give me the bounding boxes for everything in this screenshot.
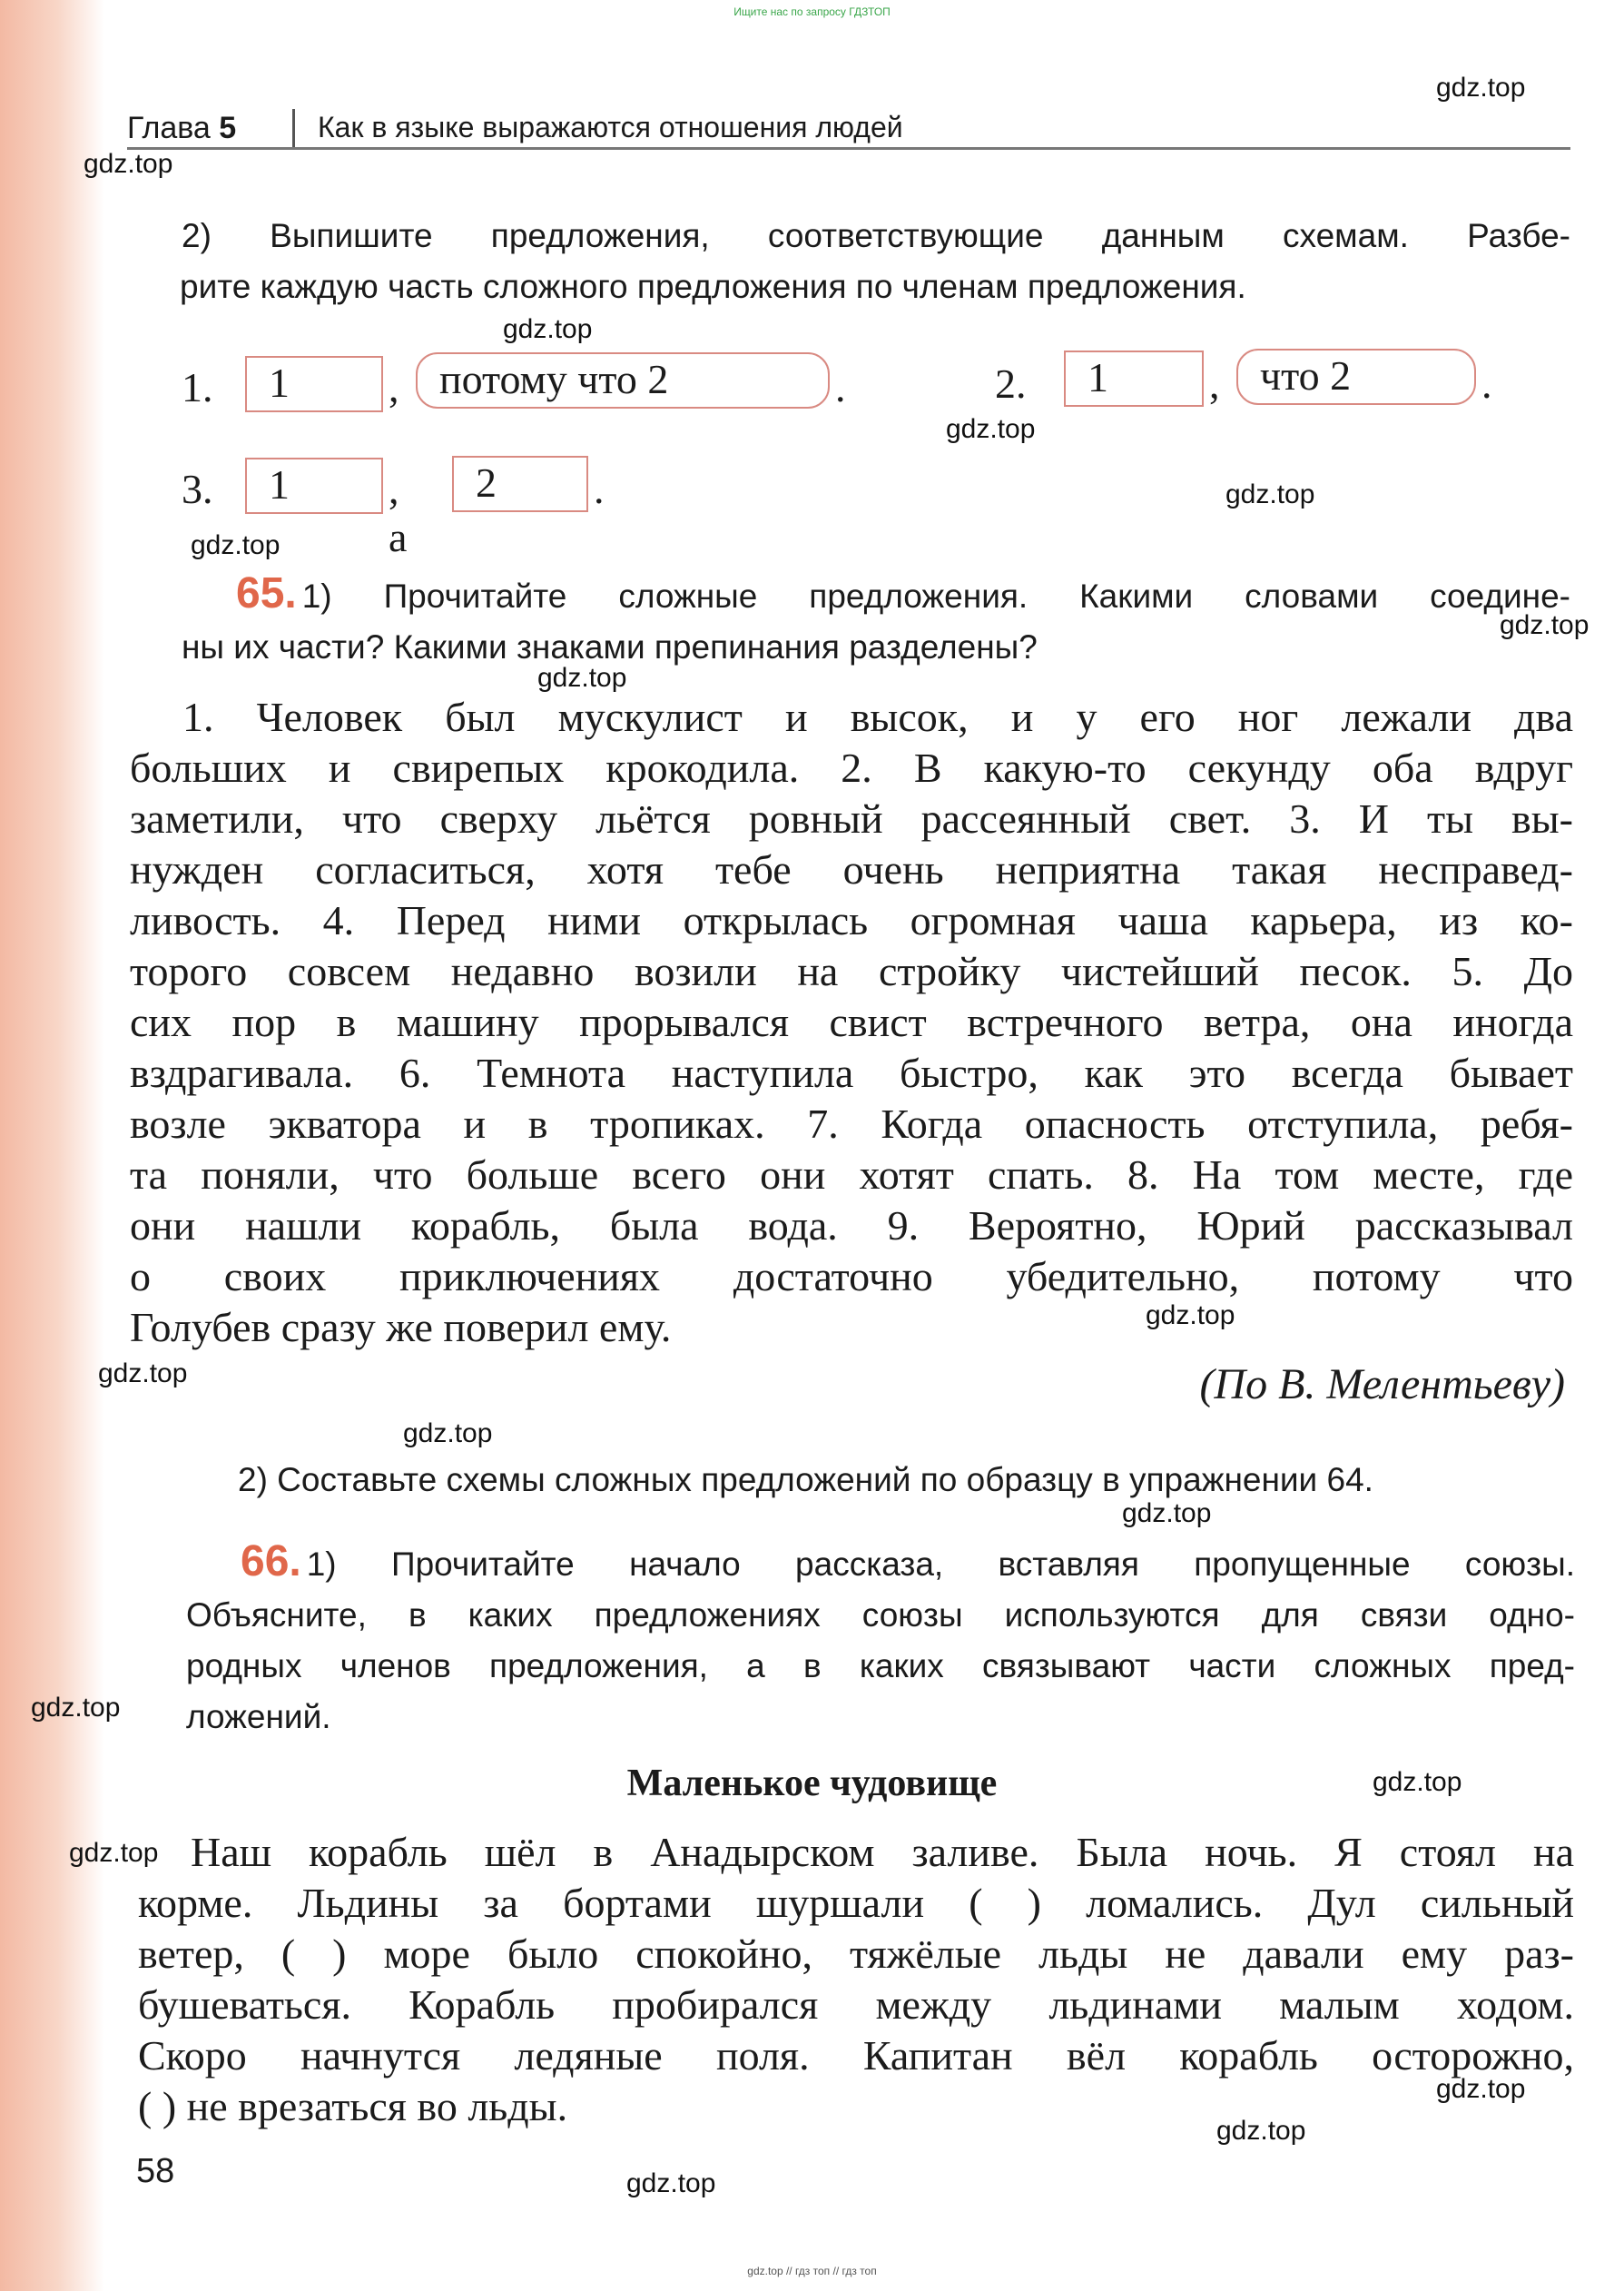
scheme-period: . (835, 364, 846, 410)
header-rule (127, 147, 1570, 150)
scheme-box-clause-2: что 2 (1236, 349, 1476, 405)
chapter-word: Глава (127, 111, 211, 145)
watermark: gdz.top (191, 530, 281, 560)
watermark: gdz.top (98, 1358, 188, 1388)
scheme-comma: , (1209, 360, 1220, 407)
scheme-conjunction: , а (389, 466, 408, 560)
page-header (127, 107, 1570, 151)
story-line: корме. Льдины за бортами шуршали ( ) ломались. Дул сильный (138, 1880, 1574, 1926)
scheme-box-clause-2: 2 (452, 456, 588, 512)
watermark: gdz.top (1122, 1498, 1212, 1528)
text-line: они нашли корабль, была вода. 9. Вероятно, Юрий рассказывал (130, 1202, 1573, 1249)
text-line: торого совсем недавно возили на стройку чистейший песок. 5. До (130, 948, 1573, 994)
scheme-comma: , (389, 364, 399, 410)
watermark: gdz.top (1225, 479, 1315, 509)
scheme-period: . (594, 466, 605, 512)
text-line: больших и свирепых крокодила. 2. В какую-то секунду оба вдруг (130, 745, 1573, 791)
watermark: gdz.top (69, 1838, 159, 1868)
watermark: gdz.top (626, 2168, 716, 2198)
watermark: gdz.top (1373, 1767, 1462, 1797)
scheme-box-clause-1: 1 (1064, 351, 1204, 407)
exercise-66-story (138, 1827, 1574, 2132)
scheme-number: 3. (182, 466, 213, 512)
watermark: gdz.top (1436, 73, 1526, 103)
task-line: ны их части? Какими знаками препинания разделены? (182, 628, 1038, 666)
task-text: 1) Прочитайте начало рассказа, вставляя пропущенные союзы. (306, 1545, 1575, 1583)
chapter-title: Как в языке выражаются отношения людей (318, 111, 903, 143)
task-64-part-2 (182, 211, 1570, 312)
scheme-period: . (1481, 360, 1492, 407)
chapter-number: 5 (219, 111, 237, 145)
exercise-66-task (186, 1536, 1575, 1743)
exercise-number: 66. (241, 1537, 301, 1585)
story-line: Скоро начнутся ледяные поля. Капитан вёл корабль осторожно, (138, 2032, 1574, 2079)
watermark: gdz.top (84, 149, 173, 179)
text-line: возле экватора и в тропиках. 7. Когда опасность отступила, ребя- (130, 1101, 1573, 1147)
text-line: та поняли, что больше всего они хотят спать. 8. На том месте, где (130, 1151, 1573, 1198)
story-line: Наш корабль шёл в Анадырском заливе. Была ночь. Я стоял на (191, 1829, 1574, 1875)
text-line: сих пор в машину прорывался свист встречного ветра, она иногда (130, 999, 1573, 1045)
top-search-note: Ищите нас по запросу ГДЗТОП (733, 5, 891, 18)
text-line: вздрагивала. 6. Темнота наступила быстро, как это всегда бывает (130, 1050, 1573, 1096)
task-line (182, 568, 1570, 622)
task-line: 2) Выпишите предложения, соответствующие данным схемам. Разбе- (182, 217, 1570, 254)
task-line: рите каждую часть сложного предложения по членам предложения. (180, 268, 1246, 305)
watermark: gdz.top (403, 1418, 493, 1448)
text-line: о своих приключениях достаточно убедительно, потому что (130, 1253, 1573, 1299)
watermark: gdz.top (503, 314, 593, 344)
task-line: ложений. (186, 1698, 331, 1735)
task-line: родных членов предложения, а в каких связывают части сложных пред- (186, 1647, 1575, 1684)
scheme-box-clause-2: потому что 2 (416, 352, 830, 409)
watermark: gdz.top (1146, 1300, 1235, 1330)
page-edge-shadow (0, 0, 104, 2291)
task-line (186, 1536, 1575, 1590)
scheme-box-clause-1: 1 (245, 458, 383, 514)
watermark: gdz.top (537, 663, 627, 693)
exercise-65-text (130, 692, 1573, 1353)
text-source: (По В. Мелентьеву) (1199, 1360, 1565, 1408)
page-number: 58 (136, 2152, 175, 2190)
watermark: gdz.top (1436, 2074, 1526, 2104)
exercise-65-task (182, 568, 1570, 673)
scheme-number: 1. (182, 364, 213, 410)
watermark: gdz.top (946, 414, 1036, 444)
text-line: ливость. 4. Перед ними открылась огромная чаша карьера, из ко- (130, 897, 1573, 943)
story-title: Маленькое чудовище (626, 1763, 998, 1804)
scheme-box-clause-1: 1 (245, 356, 383, 412)
header-separator (292, 109, 295, 147)
text-line: нужден согласиться, хотя тебе очень неприятна такая несправед- (130, 846, 1573, 893)
exercise-65-part-2: 2) Составьте схемы сложных предложений по образцу в упражнении 64. (238, 1461, 1373, 1498)
text-line: Голубев сразу же поверил ему. (130, 1304, 672, 1350)
bottom-note: gdz.top // гдз топ // гдз топ (747, 2265, 877, 2277)
story-line: ( ) не врезаться во льды. (138, 2083, 568, 2129)
story-line: ветер, ( ) море было спокойно, тяжёлые льды не давали ему раз- (138, 1931, 1574, 1977)
scheme-number: 2. (995, 360, 1027, 407)
exercise-number: 65. (236, 569, 297, 617)
watermark: gdz.top (1500, 610, 1590, 640)
text-line: заметили, что сверху льётся ровный рассеянный свет. 3. И ты вы- (130, 795, 1573, 842)
watermark: gdz.top (31, 1693, 121, 1723)
text-line: 1. Человек был мускулист и высок, и у его ног лежали два (182, 694, 1573, 740)
watermark: gdz.top (1216, 2116, 1306, 2146)
story-line: бушеваться. Корабль пробирался между льдинами малым ходом. (138, 1981, 1574, 2028)
chapter-label (127, 111, 236, 146)
task-text: 1) Прочитайте сложные предложения. Какими словами соедине- (301, 578, 1570, 615)
task-line: Объясните, в каких предложениях союзы используются для связи одно- (186, 1596, 1575, 1634)
